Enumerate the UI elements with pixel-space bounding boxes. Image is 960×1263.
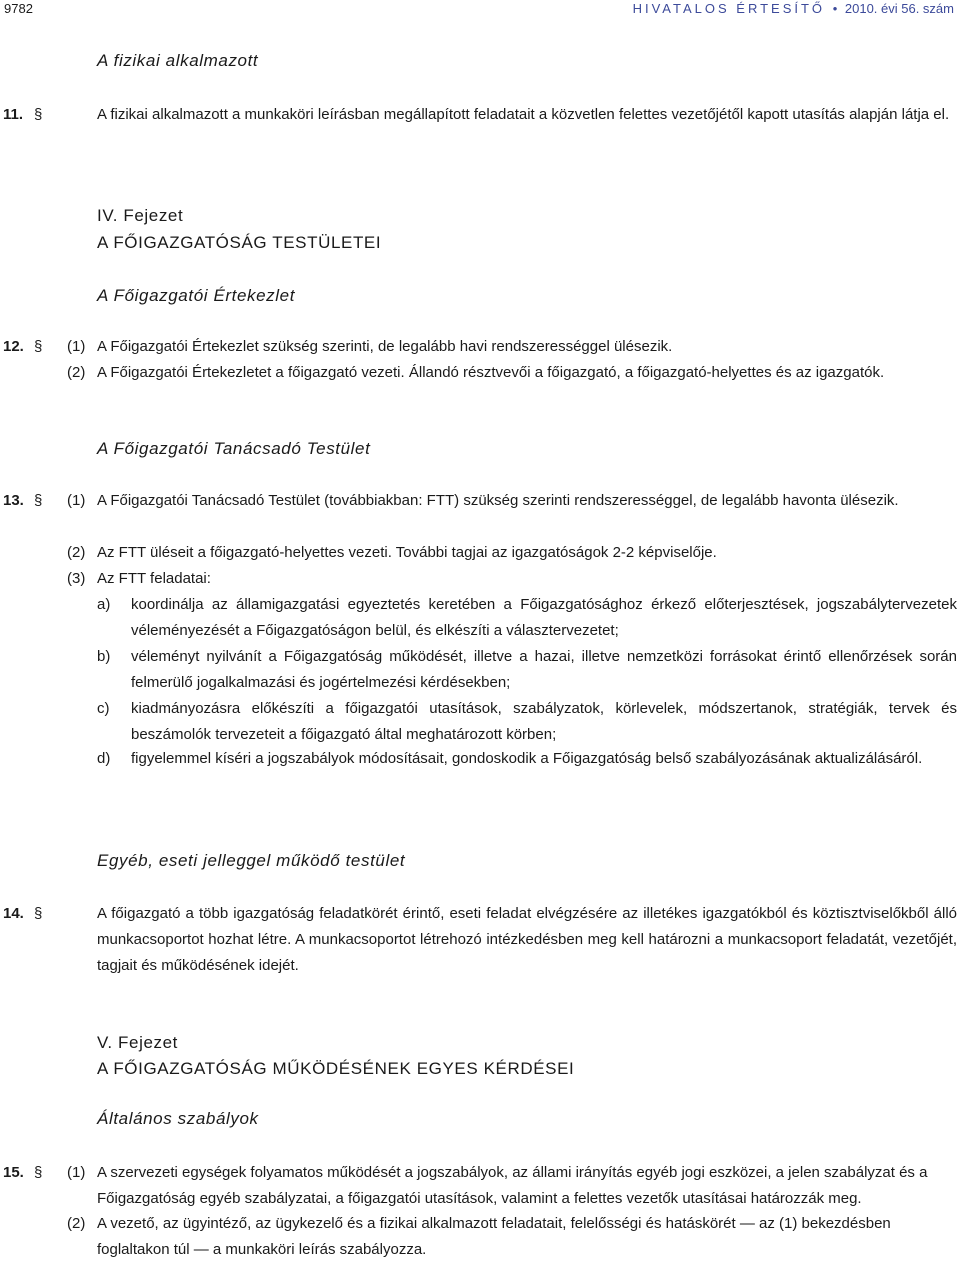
subsection-number: (1) <box>67 492 86 509</box>
subsection-text: Az FTT üléseit a főigazgató-helyettes vezeti. További tagjai az igazgatóságok 2-2 képviselője. <box>97 544 717 561</box>
chapter-4-title: A FŐIGAZGATÓSÁG TESTÜLETEI <box>97 233 382 252</box>
list-item-text: véleményt nyilvánít a Főigazgatóság működését, illetve a hazai, illetve nemzetközi forrásokat érintő ellenőrzések során felmerülő jogalkalmazási és jogértelmezési kérdésekben; <box>131 648 957 691</box>
section-heading-ertekezlet: A Főigazgatói Értekezlet <box>97 286 296 305</box>
journal-title: HIVATALOS ÉRTESÍTŐ <box>632 1 826 16</box>
section-symbol: § <box>34 338 43 355</box>
list-item-letter: d) <box>97 750 111 767</box>
list-item-letter: a) <box>97 596 111 613</box>
subsection-text: A Főigazgatói Értekezlet szükség szerinti, de legalább havi rendszerességgel ülésezik. <box>97 338 673 355</box>
paragraph-number: 15. <box>3 1164 24 1181</box>
paragraph-number: 13. <box>3 492 24 509</box>
subsection-text: A szervezeti egységek folyamatos működését a jogszabályok, az állami irányítás egyéb jogi eszközei, a jelen szabályzat és a Főigazgatóság egyéb szabályzatai, a főigazgatói utasítások, valamint a felettes vezetők utasításai határozzák meg. <box>97 1164 928 1207</box>
list-item-text: koordinálja az államigazgatási egyeztetés keretében a Főigazgatósághoz érkező előterjesztések, jogszabálytervezetek véleményezését a Főigazgatóságon belül, és elkészíti a választervezetet; <box>131 596 957 639</box>
bullet-separator: • <box>832 1 838 16</box>
section-symbol: § <box>34 905 43 922</box>
subsection-text: A vezető, az ügyintéző, az ügykezelő és a fizikai alkalmazott feladatait, felelősségi és hatáskörét — az (1) bekezdésben foglaltakon túl — a munkaköri leírás szabályozza. <box>97 1215 891 1258</box>
paragraph-text: A főigazgató a több igazgatóság feladatkörét érintő, eseti feladat elvégzésére az illetékes igazgatókból és köztisztviselőkből álló munkacsoportot hozhat létre. A munkacsoportot létrehozó intézkedésben meg kell határozni a munkacsoport feladatát, vezetőjét, tagjait és működésének idejét. <box>97 905 957 974</box>
section-heading-fizikai: A fizikai alkalmazott <box>97 51 259 70</box>
subsection-number: (1) <box>67 1164 86 1181</box>
list-item-letter: c) <box>97 700 110 717</box>
page-number: 9782 <box>4 1 33 16</box>
chapter-4-number: IV. Fejezet <box>97 206 184 225</box>
list-item-text: kiadmányozásra előkészíti a főigazgatói utasítások, szabályzatok, körlevelek, módszertanok, stratégiák, tervek és beszámolók tervezeteit a főigazgató által meghatározott körben; <box>131 700 957 743</box>
section-heading-altalanos: Általános szabályok <box>97 1109 259 1128</box>
paragraph-number: 14. <box>3 905 24 922</box>
chapter-5-title: A FŐIGAZGATÓSÁG MŰKÖDÉSÉNEK EGYES KÉRDÉSEI <box>97 1059 575 1078</box>
subsection-number: (2) <box>67 364 86 381</box>
section-symbol: § <box>34 1164 43 1181</box>
section-heading-eseti: Egyéb, eseti jelleggel működő testület <box>97 851 406 870</box>
chapter-5-number: V. Fejezet <box>97 1033 178 1052</box>
subsection-number: (1) <box>67 338 86 355</box>
issue-label: 2010. évi 56. szám <box>844 1 954 16</box>
subsection-text: A Főigazgatói Tanácsadó Testület (továbbiakban: FTT) szükség szerinti rendszerességgel, de legalább havonta ülésezik. <box>97 492 899 509</box>
subsection-text: Az FTT feladatai: <box>97 570 211 587</box>
subsection-text: A Főigazgatói Értekezletet a főigazgató vezeti. Állandó résztvevői a főigazgató, a főigazgató-helyettes és az igazgatók. <box>97 364 885 381</box>
paragraph-text: A fizikai alkalmazott a munkaköri leírásban megállapított feladatait a közvetlen felettes vezetőjétől kapott utasítás alapján látja el. <box>97 106 950 123</box>
list-item-text: figyelemmel kíséri a jogszabályok módosításait, gondoskodik a Főigazgatóság belső szabályozásának aktualizálásáról. <box>131 750 923 767</box>
paragraph-number: 11. <box>3 106 24 123</box>
section-heading-tanacsado: A Főigazgatói Tanácsadó Testület <box>97 439 371 458</box>
section-symbol: § <box>34 492 43 509</box>
subsection-number: (3) <box>67 570 86 587</box>
section-symbol: § <box>34 106 43 123</box>
journal-info <box>633 1 954 16</box>
subsection-number: (2) <box>67 544 86 561</box>
page-header <box>0 0 960 20</box>
list-item-letter: b) <box>97 648 111 665</box>
subsection-number: (2) <box>67 1215 86 1232</box>
paragraph-number: 12. <box>3 338 24 355</box>
